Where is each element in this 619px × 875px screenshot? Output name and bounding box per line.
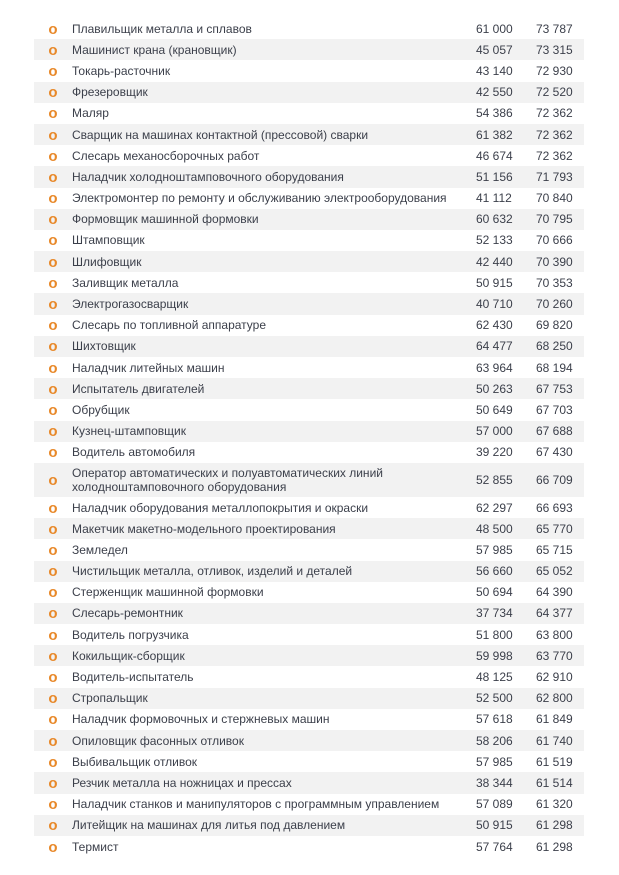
table-row — [34, 666, 584, 687]
table-row — [34, 539, 584, 560]
bullet-marker-icon: o — [48, 499, 58, 517]
table-row — [34, 421, 584, 442]
bullet-marker-icon: o — [48, 105, 58, 123]
salary-value-1: 51 156 — [476, 169, 513, 184]
salary-value-1: 41 112 — [476, 191, 512, 206]
bullet-marker-icon: o — [48, 563, 58, 581]
bullet-marker-icon: o — [48, 168, 58, 186]
salary-value-1: 54 386 — [476, 106, 513, 121]
profession-name: Электрогазосварщик — [72, 297, 189, 312]
salary-value-1: 61 382 — [476, 127, 513, 142]
salary-value-2: 70 260 — [536, 297, 573, 312]
table-row — [34, 497, 584, 518]
salary-value-2: 67 703 — [536, 402, 573, 417]
table-row — [34, 378, 584, 399]
profession-name: Стропальщик — [72, 691, 148, 706]
profession-name: Водитель автомобиля — [72, 445, 196, 460]
bullet-marker-icon: o — [48, 20, 58, 38]
profession-name: Кузнец-штамповщик — [72, 424, 186, 439]
bullet-marker-icon: o — [48, 626, 58, 644]
profession-name: Испытатель двигателей — [72, 381, 205, 396]
table-row — [34, 815, 584, 836]
salary-value-1: 48 500 — [476, 521, 513, 536]
table-row — [34, 645, 584, 666]
salary-value-2: 70 840 — [536, 191, 573, 206]
profession-name: Слесарь механосборочных работ — [72, 148, 260, 163]
profession-name: Штамповщик — [72, 233, 145, 248]
profession-name: Стерженщик машинной формовки — [72, 585, 264, 600]
salary-value-2: 65 052 — [536, 564, 573, 579]
profession-name: Машинист крана (крановщик) — [72, 42, 237, 57]
bullet-marker-icon: o — [48, 126, 58, 144]
salary-value-1: 51 800 — [476, 627, 513, 642]
profession-name: Слесарь по топливной аппаратуре — [72, 318, 267, 333]
bullet-marker-icon: o — [48, 296, 58, 314]
profession-name: Формовщик машинной формовки — [72, 212, 259, 227]
profession-name: Обрубщик — [72, 402, 130, 417]
bullet-marker-icon: o — [48, 647, 58, 665]
salary-value-2: 62 800 — [536, 691, 573, 706]
profession-name: Водитель погрузчика — [72, 627, 189, 642]
salary-value-2: 66 693 — [536, 500, 573, 515]
profession-name: Наладчик литейных машин — [72, 360, 225, 375]
profession-name: Земледел — [72, 542, 128, 557]
salary-value-1: 57 000 — [476, 424, 513, 439]
bullet-marker-icon: o — [48, 584, 58, 602]
bullet-marker-icon: o — [48, 423, 58, 441]
salary-value-2: 64 377 — [536, 606, 573, 621]
salary-value-1: 63 964 — [476, 360, 513, 375]
bullet-marker-icon: o — [48, 401, 58, 419]
salary-value-2: 67 753 — [536, 381, 573, 396]
salary-value-1: 62 430 — [476, 318, 513, 333]
bullet-marker-icon: o — [48, 317, 58, 335]
profession-name: Токарь-расточник — [72, 63, 171, 78]
salary-value-1: 56 660 — [476, 564, 513, 579]
profession-name: Наладчик оборудования металлопокрытия и окраски — [72, 500, 369, 515]
table-row — [34, 836, 584, 857]
table-row — [34, 60, 584, 81]
salary-value-2: 72 520 — [536, 85, 573, 100]
bullet-marker-icon: o — [48, 147, 58, 165]
table-row — [34, 624, 584, 645]
salary-value-1: 42 550 — [476, 85, 513, 100]
bullet-marker-icon: o — [48, 520, 58, 538]
salary-value-1: 60 632 — [476, 212, 513, 227]
profession-name: Макетчик макетно-модельного проектирования — [72, 521, 336, 536]
salary-value-2: 70 666 — [536, 233, 573, 248]
profession-name: Опиловщик фасонных отливок — [72, 733, 244, 748]
table-row — [34, 18, 584, 39]
profession-name: Выбивальщик отливок — [72, 754, 198, 769]
profession-name: Наладчик станков и манипуляторов с программным управлением — [72, 797, 440, 812]
salary-value-2: 61 298 — [536, 818, 573, 833]
salary-value-1: 37 734 — [476, 606, 513, 621]
salary-value-1: 52 133 — [476, 233, 513, 248]
salary-value-1: 57 089 — [476, 797, 513, 812]
bullet-marker-icon: o — [48, 84, 58, 102]
salary-value-2: 73 315 — [536, 42, 573, 57]
salary-value-2: 65 770 — [536, 521, 573, 536]
bullet-marker-icon: o — [48, 711, 58, 729]
table-row — [34, 188, 584, 209]
bullet-marker-icon: o — [48, 338, 58, 356]
salary-value-2: 61 514 — [536, 775, 573, 790]
profession-name: Резчик металла на ножницах и прессах — [72, 775, 292, 790]
bullet-marker-icon: o — [48, 669, 58, 687]
salary-value-2: 67 430 — [536, 445, 573, 460]
salary-value-2: 68 194 — [536, 360, 573, 375]
profession-name: Термист — [72, 839, 119, 854]
salary-value-1: 50 915 — [476, 275, 513, 290]
salary-value-1: 46 674 — [476, 148, 513, 163]
profession-name: Сварщик на машинах контактной (прессовой) сварки — [72, 127, 369, 142]
table-row — [34, 336, 584, 357]
salary-value-1: 52 500 — [476, 691, 513, 706]
salary-value-2: 70 795 — [536, 212, 573, 227]
table-row — [34, 145, 584, 166]
bullet-marker-icon: o — [48, 605, 58, 623]
table-row — [34, 518, 584, 539]
table-row — [34, 561, 584, 582]
profession-name: Литейщик на машинах для литья под давлением — [72, 818, 346, 833]
salary-value-2: 68 250 — [536, 339, 573, 354]
salary-value-2: 72 362 — [536, 106, 573, 121]
bullet-marker-icon: o — [48, 732, 58, 750]
salary-value-1: 43 140 — [476, 63, 513, 78]
salary-value-2: 70 390 — [536, 254, 573, 269]
table-row — [34, 794, 584, 815]
bullet-marker-icon: o — [48, 253, 58, 271]
profession-name: Плавильщик металла и сплавов — [72, 21, 252, 36]
bullet-marker-icon: o — [48, 796, 58, 814]
profession-name: Фрезеровщик — [72, 85, 148, 100]
salary-value-1: 61 000 — [476, 21, 513, 36]
profession-name: Кокильщик-сборщик — [72, 648, 185, 663]
bullet-marker-icon: o — [48, 359, 58, 377]
profession-name: Чистильщик металла, отливок, изделий и деталей — [72, 564, 353, 579]
table-row — [34, 272, 584, 293]
bullet-marker-icon: o — [48, 380, 58, 398]
salary-value-2: 72 930 — [536, 63, 573, 78]
table-row — [34, 230, 584, 251]
salary-value-1: 59 998 — [476, 648, 513, 663]
salary-value-2: 69 820 — [536, 318, 573, 333]
salary-value-2: 73 787 — [536, 21, 573, 36]
salary-value-2: 63 770 — [536, 648, 573, 663]
table-row — [34, 603, 584, 624]
salary-value-1: 57 618 — [476, 712, 513, 727]
table-row — [34, 293, 584, 314]
salary-value-2: 63 800 — [536, 627, 573, 642]
table-row — [34, 442, 584, 463]
bullet-marker-icon: o — [48, 690, 58, 708]
table-row — [34, 463, 584, 497]
salary-value-2: 70 353 — [536, 275, 573, 290]
bullet-marker-icon: o — [48, 471, 58, 489]
bullet-marker-icon: o — [48, 232, 58, 250]
bullet-marker-icon: o — [48, 190, 58, 208]
table-row — [34, 772, 584, 793]
salary-value-2: 71 793 — [536, 169, 573, 184]
table-row — [34, 166, 584, 187]
salary-value-2: 61 320 — [536, 797, 573, 812]
bullet-marker-icon: o — [48, 62, 58, 80]
bullet-marker-icon: o — [48, 838, 58, 856]
bullet-marker-icon: o — [48, 753, 58, 771]
table-row — [34, 688, 584, 709]
salary-table — [34, 18, 584, 857]
salary-value-1: 42 440 — [476, 254, 513, 269]
bullet-marker-icon: o — [48, 817, 58, 835]
salary-value-1: 58 206 — [476, 733, 513, 748]
salary-value-2: 66 709 — [536, 472, 573, 487]
profession-name: Шихтовщик — [72, 339, 136, 354]
salary-value-1: 50 649 — [476, 402, 513, 417]
salary-value-1: 64 477 — [476, 339, 513, 354]
table-row — [34, 399, 584, 420]
salary-value-2: 67 688 — [536, 424, 573, 439]
salary-value-1: 57 764 — [476, 839, 513, 854]
bullet-marker-icon: o — [48, 211, 58, 229]
table-row — [34, 315, 584, 336]
salary-value-2: 61 740 — [536, 733, 573, 748]
profession-name: Наладчик формовочных и стержневых машин — [72, 712, 330, 727]
salary-value-1: 57 985 — [476, 542, 513, 557]
table-row — [34, 357, 584, 378]
table-row — [34, 751, 584, 772]
table-row — [34, 124, 584, 145]
salary-value-2: 61 298 — [536, 839, 573, 854]
salary-value-1: 45 057 — [476, 42, 513, 57]
salary-value-2: 61 849 — [536, 712, 573, 727]
salary-value-1: 48 125 — [476, 670, 513, 685]
table-row — [34, 209, 584, 230]
profession-name: Шлифовщик — [72, 254, 142, 269]
salary-value-2: 72 362 — [536, 127, 573, 142]
salary-value-2: 65 715 — [536, 542, 573, 557]
table-row — [34, 709, 584, 730]
profession-name: Слесарь-ремонтник — [72, 606, 183, 621]
salary-value-2: 72 362 — [536, 148, 573, 163]
profession-name: Электромонтер по ремонту и обслуживанию электрооборудования — [72, 191, 447, 206]
salary-value-2: 62 910 — [536, 670, 573, 685]
bullet-marker-icon: o — [48, 541, 58, 559]
salary-value-1: 50 263 — [476, 381, 513, 396]
salary-value-1: 38 344 — [476, 775, 513, 790]
bullet-marker-icon: o — [48, 444, 58, 462]
table-row — [34, 39, 584, 60]
profession-name: Оператор автоматических и полуавтоматических линий холодноштамповочного оборудования — [72, 465, 383, 494]
salary-value-1: 62 297 — [476, 500, 513, 515]
salary-value-1: 57 985 — [476, 754, 513, 769]
table-row — [34, 251, 584, 272]
bullet-marker-icon: o — [48, 41, 58, 59]
salary-value-1: 50 915 — [476, 818, 513, 833]
salary-value-1: 39 220 — [476, 445, 513, 460]
bullet-marker-icon: o — [48, 774, 58, 792]
profession-name: Заливщик металла — [72, 275, 179, 290]
profession-name: Маляр — [72, 106, 109, 121]
salary-value-2: 64 390 — [536, 585, 573, 600]
table-row — [34, 103, 584, 124]
profession-name: Водитель-испытатель — [72, 670, 194, 685]
profession-name: Наладчик холодноштамповочного оборудования — [72, 169, 344, 184]
salary-value-1: 52 855 — [476, 472, 513, 487]
salary-value-1: 40 710 — [476, 297, 513, 312]
salary-value-1: 50 694 — [476, 585, 513, 600]
table-row — [34, 82, 584, 103]
bullet-marker-icon: o — [48, 274, 58, 292]
table-row — [34, 582, 584, 603]
table-row — [34, 730, 584, 751]
salary-value-2: 61 519 — [536, 754, 573, 769]
